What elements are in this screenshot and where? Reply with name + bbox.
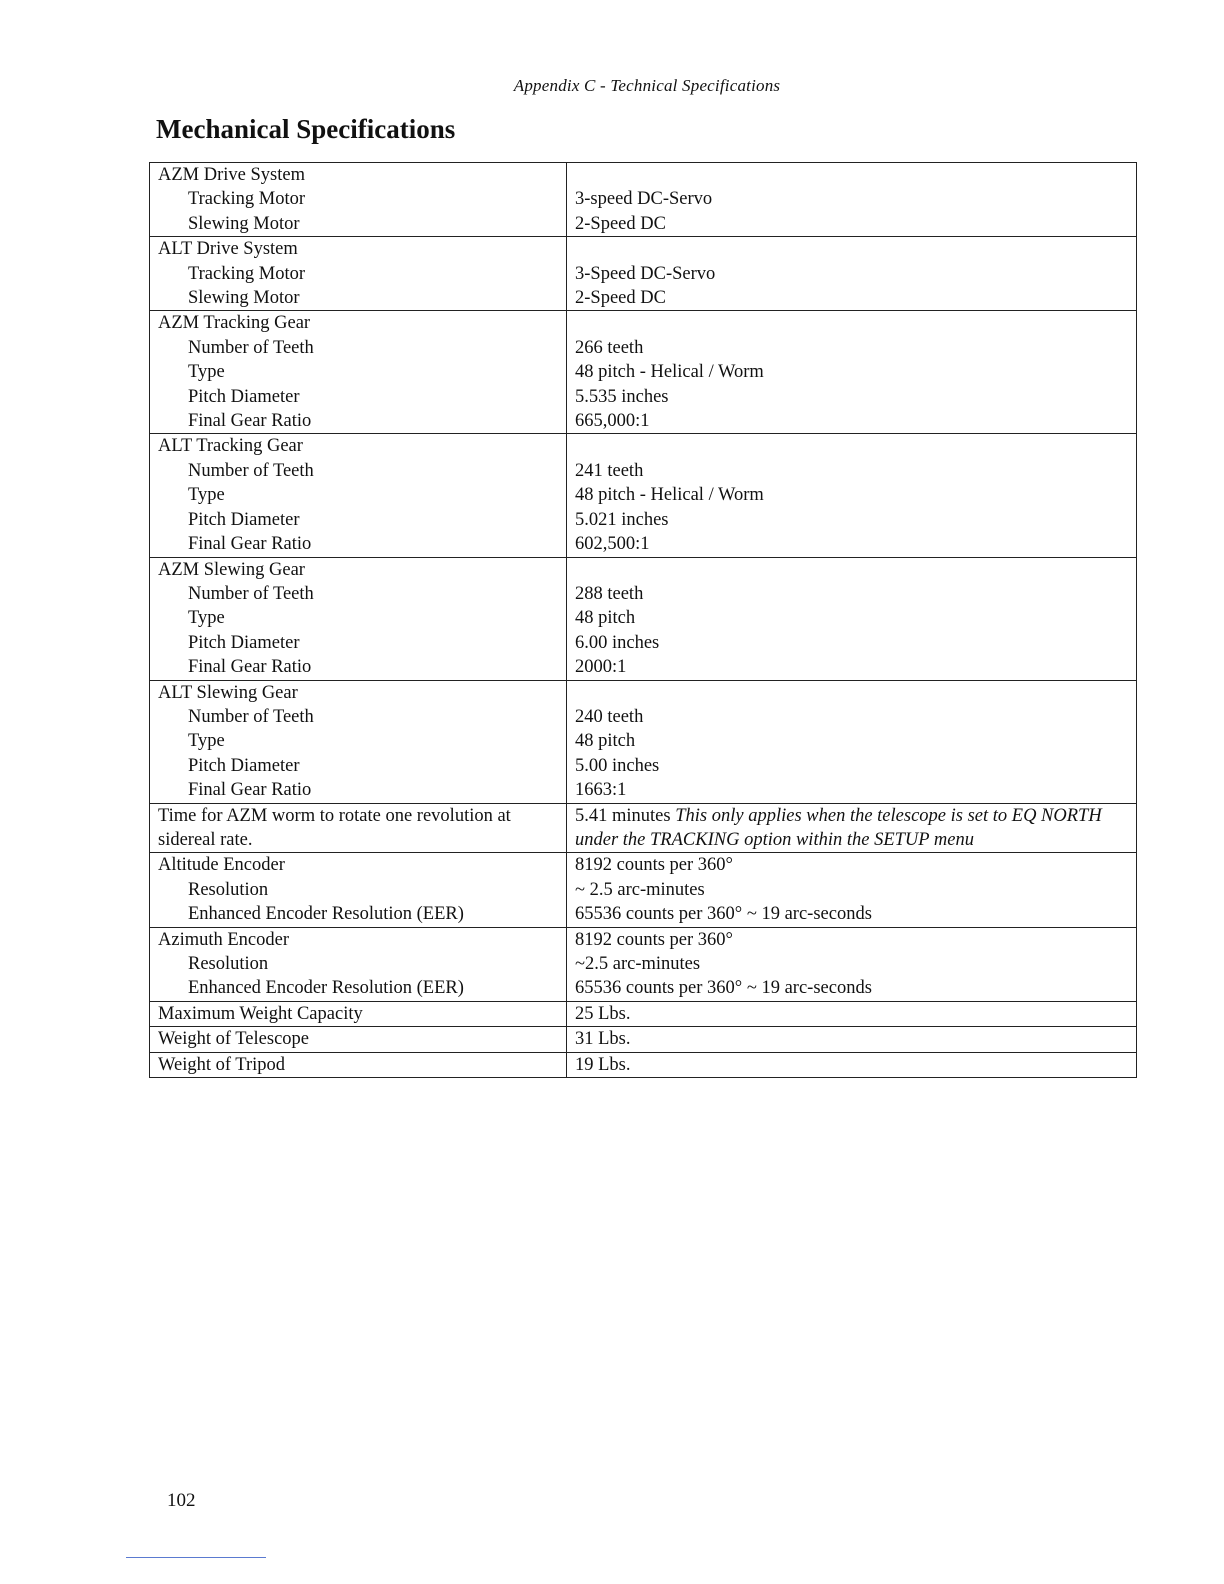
spec-value: 288 teeth [575, 583, 644, 604]
spec-value: 241 teeth [575, 460, 644, 481]
spec-value: 602,500:1 [575, 534, 650, 555]
encoder-label: Altitude Encoder [158, 855, 285, 876]
value-spacer [575, 434, 1128, 458]
encoder-sub-value: 65536 counts per 360° ~ 19 arc-seconds [575, 978, 872, 999]
page-title: Mechanical Specifications [156, 114, 456, 144]
spec-value: 240 teeth [575, 706, 644, 727]
worm-value-block [575, 804, 1128, 853]
spec-value-cell [567, 927, 1137, 1001]
spec-group-row [150, 434, 1137, 557]
value-spacer [575, 163, 1128, 187]
spec-value-cell [567, 163, 1137, 237]
spec-value: 1663:1 [575, 780, 627, 801]
encoder-sub-label: Resolution [188, 879, 269, 900]
spec-group-row [150, 237, 1137, 311]
spec-group-row [150, 557, 1137, 680]
spec-label: Number of Teeth [188, 583, 314, 604]
worm-label: Time for AZM worm to rotate one revolution at sidereal rate. [158, 805, 511, 850]
spec-simple-row [150, 1027, 1137, 1052]
spec-label-cell [150, 1052, 567, 1077]
spec-group-row [150, 163, 1137, 237]
spec-value: 48 pitch - Helical / Worm [575, 362, 764, 383]
value-spacer [575, 237, 1128, 261]
spec-simple-row [150, 1052, 1137, 1077]
spec-value-cell [567, 311, 1137, 434]
encoder-sub-value: ~2.5 arc-minutes [575, 954, 701, 974]
encoder-sub-value: ~ 2.5 arc-minutes [575, 879, 705, 900]
value-spacer [575, 558, 1128, 582]
encoder-sub-value: 65536 counts per 360° ~ 19 arc-seconds [575, 904, 872, 925]
spec-label: Slewing Motor [188, 288, 300, 309]
spec-label: Final Gear Ratio [188, 411, 312, 432]
encoder-value: 8192 counts per 360° [575, 929, 733, 950]
spec-value: 5.535 inches [575, 386, 669, 407]
spec-label: Weight of Tripod [158, 1054, 285, 1075]
spec-value-cell [567, 557, 1137, 680]
value-spacer [575, 311, 1128, 335]
spec-label-cell [150, 680, 567, 803]
group-heading: ALT Drive System [158, 239, 298, 260]
spec-value: 19 Lbs. [575, 1054, 631, 1075]
encoder-label: Azimuth Encoder [158, 929, 289, 950]
spec-value-cell [567, 1027, 1137, 1052]
spec-value-cell [567, 1052, 1137, 1077]
spec-value-cell [567, 1001, 1137, 1026]
spec-label-cell [150, 1001, 567, 1026]
spec-value-cell [567, 853, 1137, 927]
spec-value: 266 teeth [575, 337, 644, 358]
spec-label: Pitch Diameter [188, 509, 300, 530]
spec-value: 5.021 inches [575, 509, 669, 530]
spec-label: Tracking Motor [188, 189, 305, 210]
footer-rule [126, 1557, 266, 1558]
page-number: 102 [167, 1490, 196, 1511]
spec-value: 6.00 inches [575, 632, 660, 653]
spec-value: 665,000:1 [575, 411, 650, 432]
spec-value: 2000:1 [575, 657, 627, 678]
spec-label: Pitch Diameter [188, 632, 300, 653]
spec-label-cell [150, 311, 567, 434]
spec-label: Pitch Diameter [188, 386, 300, 407]
spec-label-cell [150, 237, 567, 311]
worm-note: This only applies when the telescope is set to EQ NORTH under the TRACKING option within the SETUP menu [575, 805, 1102, 850]
spec-label: Tracking Motor [188, 263, 305, 284]
spec-label-cell [150, 853, 567, 927]
spec-group-row [150, 311, 1137, 434]
spec-value-cell [567, 237, 1137, 311]
encoder-sub-label: Resolution [188, 954, 269, 974]
spec-label: Number of Teeth [188, 460, 314, 481]
spec-encoder-row [150, 853, 1137, 927]
spec-label-cell [150, 557, 567, 680]
spec-table [149, 162, 1137, 1078]
spec-value: 2-Speed DC [575, 288, 666, 309]
spec-label: Number of Teeth [188, 337, 314, 358]
spec-label-cell [150, 434, 567, 557]
spec-label: Maximum Weight Capacity [158, 1003, 363, 1024]
spec-value: 2-Speed DC [575, 213, 666, 234]
spec-value: 48 pitch [575, 608, 636, 629]
encoder-value: 8192 counts per 360° [575, 855, 733, 876]
spec-worm-row [150, 803, 1137, 853]
spec-value-cell [567, 680, 1137, 803]
spec-value: 3-speed DC-Servo [575, 189, 713, 210]
spec-encoder-row [150, 927, 1137, 1001]
spec-label-cell [150, 1027, 567, 1052]
value-spacer [575, 681, 1128, 705]
spec-label: Final Gear Ratio [188, 657, 312, 678]
spec-label: Type [188, 608, 225, 629]
spec-label: Type [188, 731, 225, 752]
group-heading: AZM Tracking Gear [158, 313, 311, 334]
encoder-sub-label: Enhanced Encoder Resolution (EER) [188, 904, 464, 925]
spec-value: 48 pitch [575, 731, 636, 752]
spec-label-cell [150, 927, 567, 1001]
group-heading: ALT Slewing Gear [158, 682, 298, 703]
spec-value: 3-Speed DC-Servo [575, 263, 716, 284]
spec-value: 25 Lbs. [575, 1003, 631, 1024]
encoder-sub-label: Enhanced Encoder Resolution (EER) [188, 978, 464, 999]
worm-value: 5.41 minutes [575, 805, 671, 826]
spec-value: 48 pitch - Helical / Worm [575, 485, 764, 506]
group-heading: ALT Tracking Gear [158, 436, 303, 457]
spec-label: Final Gear Ratio [188, 534, 312, 555]
spec-label: Type [188, 485, 225, 506]
spec-simple-row [150, 1001, 1137, 1026]
spec-label-cell [150, 163, 567, 237]
spec-label: Slewing Motor [188, 213, 300, 234]
spec-label: Weight of Telescope [158, 1029, 309, 1050]
spec-label: Type [188, 362, 225, 383]
spec-value: 5.00 inches [575, 755, 660, 776]
spec-value-cell [567, 803, 1137, 853]
spec-label: Pitch Diameter [188, 755, 300, 776]
spec-value: 31 Lbs. [575, 1029, 631, 1050]
group-heading: AZM Drive System [158, 165, 305, 185]
group-heading: AZM Slewing Gear [158, 559, 305, 580]
spec-label: Number of Teeth [188, 706, 314, 727]
spec-label-cell [150, 803, 567, 853]
spec-value-cell [567, 434, 1137, 557]
spec-label: Final Gear Ratio [188, 780, 312, 801]
spec-group-row [150, 680, 1137, 803]
running-header: Appendix C - Technical Specifications [513, 76, 781, 95]
